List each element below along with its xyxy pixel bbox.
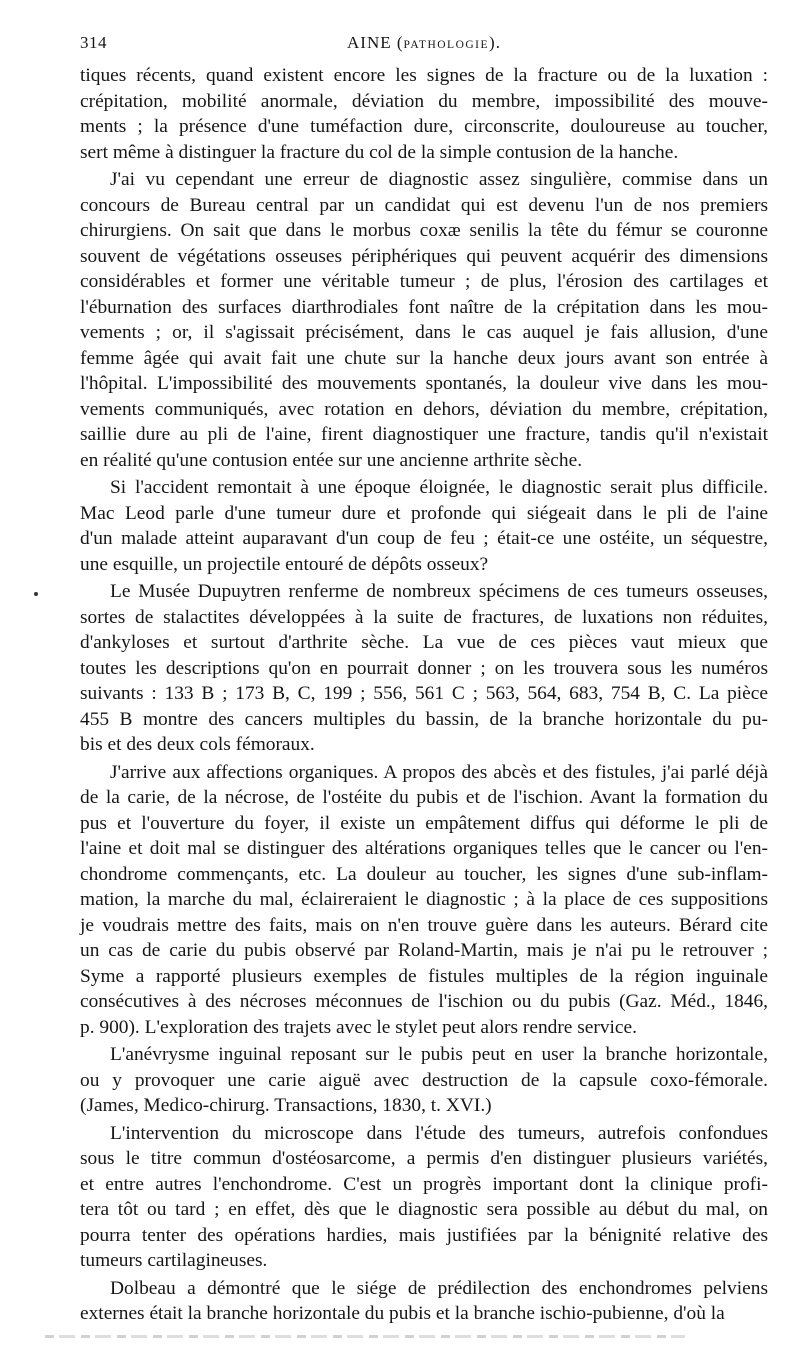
text-line: Dolbeau a démontré que le siége de prédilection des enchondromes pelviens	[110, 1277, 768, 1299]
running-title-end: ).	[489, 33, 501, 52]
text-line: d'un malade atteint auparavant d'un coup de feu ; était-ce une ostéite, un séquestre,	[80, 528, 768, 549]
text-line: bis et des deux cols fémoraux.	[80, 734, 315, 755]
paragraph	[80, 1121, 768, 1274]
paragraph	[80, 167, 768, 473]
text-line: l'éburnation des surfaces diarthrodiales font naître de la crépitation dans les mou-	[80, 296, 768, 318]
text-line: tera tôt ou tard ; en effet, dès que le diagnostic sera possible au début du mal, on	[80, 1199, 768, 1220]
paragraph	[80, 760, 768, 1041]
text-line: de la carie, de la nécrose, de l'ostéite du pubis et de l'ischion. Avant la formation du	[80, 787, 768, 808]
body-text	[80, 63, 768, 1327]
text-line: et entre autres l'enchondrome. C'est un progrès important dont la clinique profi-	[80, 1173, 768, 1195]
text-line: femme âgée qui avait fait une chute sur la hanche deux jours avant son entrée à	[80, 347, 768, 369]
text-line: mation, la marche du mal, éclaireraient le diagnostic ; à la place de ces suppositions	[80, 889, 768, 910]
text-line: ments ; la présence d'une tuméfaction dure, circonscrite, douloureuse au toucher,	[80, 116, 768, 137]
text-line: sous le titre commun d'ostéosarcome, a permis d'en distinguer plusieurs variétés,	[80, 1148, 768, 1169]
text-line: en réalité qu'une contusion entée sur une ancienne arthrite sèche.	[80, 449, 583, 471]
text-line: tumeurs cartilagineuses.	[80, 1250, 268, 1271]
text-line: considérables et former une véritable tumeur ; de plus, l'érosion des cartilages et	[80, 271, 768, 292]
text-line: J'arrive aux affections organiques. A propos des abcès et des fistules, j'ai parlé déjà	[110, 761, 768, 783]
running-title-main: AINE (	[347, 33, 404, 52]
text-line: pus et l'ouverture du foyer, il existe un empâtement diffus qui déforme le pli de	[80, 812, 768, 834]
running-title	[80, 33, 768, 53]
text-line: Mac Leod parle d'une tumeur dure et profonde qui siégeait dans le pli de l'aine	[80, 502, 768, 524]
text-line: chirurgiens. On sait que dans le morbus coxæ senilis la tête du fémur se couronne	[80, 220, 768, 241]
bleed-through-line	[45, 1335, 685, 1338]
text-line: suivants : 133 B ; 173 B, C, 199 ; 556, 561 C ; 563, 564, 683, 754 B, C. La pièce	[80, 683, 768, 704]
text-line: consécutives à des nécroses méconnues de l'ischion ou du pubis (Gaz. Méd., 1846,	[80, 991, 768, 1012]
text-line: sert même à distinguer la fracture du col de la simple contusion de la hanche.	[80, 141, 679, 163]
text-line: chondrome commençants, etc. La douleur au toucher, les signes d'une sub-inflam-	[80, 863, 768, 885]
text-line: ou y provoquer une carie aiguë avec destruction de la capsule coxo-fémorale.	[80, 1069, 768, 1091]
document-page	[80, 0, 768, 1365]
text-line: saillie dure au pli de l'aine, firent diagnostiquer une fracture, tandis qu'il n'existait	[80, 424, 768, 445]
margin-mark	[34, 592, 38, 596]
text-line: L'anévrysme inguinal reposant sur le pubis peut en user la branche horizontale,	[110, 1044, 768, 1065]
text-line: tiques récents, quand existent encore les signes de la fracture ou de la luxation :	[80, 65, 768, 86]
text-line: concours de Bureau central par un candidat qui est devenu l'un de nos premiers	[80, 194, 768, 216]
text-line: L'intervention du microscope dans l'étude des tumeurs, autrefois confondues	[110, 1122, 768, 1144]
text-line: externes était la branche horizontale du pubis et la branche ischio-pubienne, d'où la	[80, 1303, 725, 1324]
text-line: crépitation, mobilité anormale, déviation du membre, impossibilité des mouve-	[80, 90, 768, 112]
text-line: J'ai vu cependant une erreur de diagnostic assez singulière, commise dans un	[110, 169, 768, 190]
text-line: sortes de stalactites développées à la suite de fractures, de luxations non réduites,	[80, 606, 768, 628]
paragraph	[80, 63, 768, 165]
text-line: vements communiqués, avec rotation en dehors, déviation du membre, crépitation,	[80, 398, 768, 420]
page-number: 314	[80, 33, 107, 52]
text-line: (James, Medico-chirurg. Transactions, 1830, t. XVI.)	[80, 1095, 492, 1116]
paragraph	[80, 1042, 768, 1119]
text-line: l'hôpital. L'impossibilité des mouvements spontanés, la douleur vive dans les mou-	[80, 373, 768, 394]
paragraph	[80, 1276, 768, 1327]
text-line: vements ; or, il s'agissait précisément, dans le cas auquel je fais allusion, d'une	[80, 322, 768, 343]
text-line: Syme a rapporté plusieurs exemples de fistules multiples de la région inguinale	[80, 965, 768, 987]
paragraph	[80, 475, 768, 577]
text-line: Le Musée Dupuytren renferme de nombreux spécimens de ces tumeurs osseuses,	[110, 581, 768, 602]
text-line: 455 B montre des cancers multiples du bassin, de la branche horizontale du pu-	[80, 708, 768, 730]
text-line: je voudrais mettre des faits, mais on n'en trouve guère dans les auteurs. Bérard cite	[80, 914, 768, 936]
paragraph	[80, 579, 768, 758]
text-line: l'aine et doit mal se distinguer des altérations organiques telles que le cancer ou l'en-	[80, 838, 768, 859]
text-line: une esquille, un projectile entouré de dépôts osseux?	[80, 553, 489, 575]
text-line: pourra tenter des opérations hardies, mais justifiées par la bénignité relative des	[80, 1224, 768, 1246]
text-line: souvent de végétations osseuses périphériques qui peuvent acquérir des dimensions	[80, 245, 768, 267]
text-line: d'ankyloses et surtout d'arthrite sèche. La vue de ces pièces vaut mieux que	[80, 632, 768, 653]
text-line: un cas de carie du pubis observé par Roland-Martin, mais je n'ai pu le retrouver ;	[80, 940, 768, 961]
text-line: toutes les descriptions qu'on en pourrait donner ; on les trouvera sous les numéros	[80, 657, 768, 679]
page-header	[80, 33, 768, 57]
text-line: Si l'accident remontait à une époque éloignée, le diagnostic serait plus difficile.	[110, 477, 768, 498]
running-title-smallcaps: PATHOLOGIE	[403, 39, 490, 51]
text-line: p. 900). L'exploration des trajets avec le stylet peut alors rendre service.	[80, 1016, 637, 1038]
